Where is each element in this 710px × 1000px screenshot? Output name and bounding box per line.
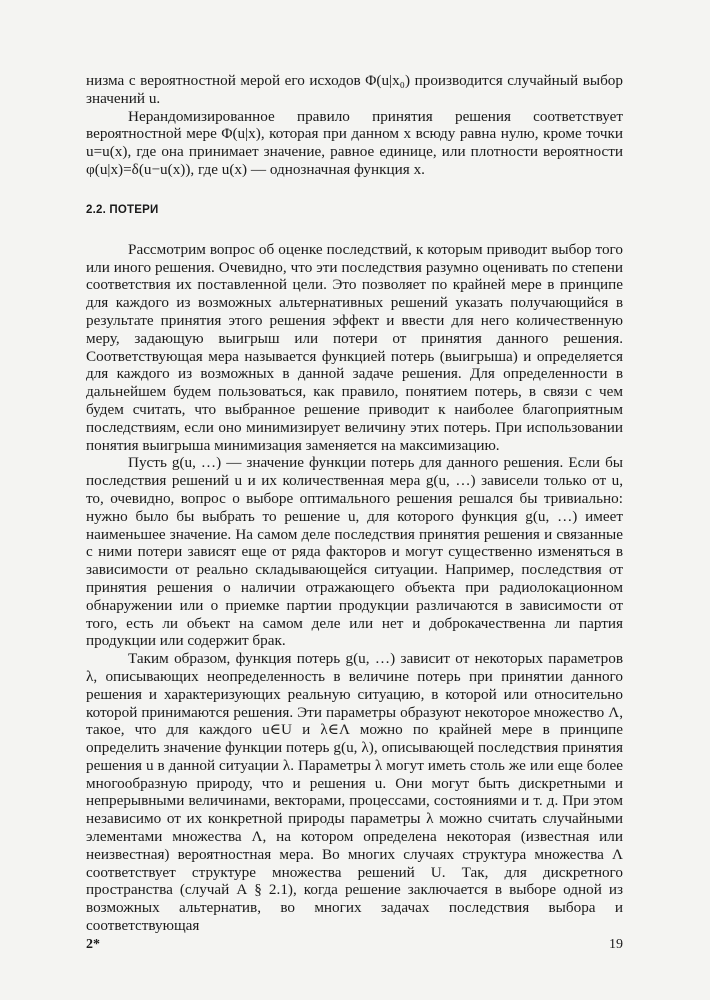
page-number: 19 xyxy=(609,937,623,952)
paragraph-loss-function: Пусть g(u, …) — значение функции потерь для данного решения. Если бы последствия решений u и их количественная мера g(u, …) зависели только от u, то, очевидно, вопрос о выборе оптимального решения решался бы тривиально: нужно было бы выбрать то решение u, для которого функция g(u, …) имеет наименьшее значение. На самом деле последствия принятия решения и связанные с ними потери зависят еще от ряда факторов и могут существенно изменяться в зависимости от реально складывающейся ситуации. Например, последствия от принятия решения о наличии отражающего объекта при радиолокационном обнаружении или о приемке партии продукции различаются в зависимости от того, есть ли объект на самом деле или нет и доброкачественна ли партия продукции или содержит брак. xyxy=(86,454,623,650)
paragraph-consequences: Рассмотрим вопрос об оценке последствий, к которым приводит выбор того или иного решения. Очевидно, что эти последствия разумно оценивать по степени соответствия их поставленной цели. Это позволяет по крайней мере в принципе для каждого из возможных альтернативных решений указать получающийся в результате принятия этого решения эффект и ввести для него количественную меру, задающую выигрыш или потери от принятия данного решения. Соответствующая мера называется функцией потерь (выигрыша) и определяется для каждого из возможных в данной задаче решения. Для определенности в дальнейшем будем пользоваться, как правило, понятием потерь, в связи с чем будем считать, что выбранное решение приводит к наиболее благоприятным последствиям, если оно минимизирует величину этих потерь. При использовании понятия выигрыша минимизация заменяется на максимизацию. xyxy=(86,240,623,454)
paragraph-continued: низма с вероятностной мерой его исходов Φ(u|x₀) производится случайный выбор значений u. xyxy=(86,72,623,107)
section-heading: 2.2. ПОТЕРИ xyxy=(86,203,159,216)
paragraph-parameters: Таким образом, функция потерь g(u, …) зависит от некоторых параметров λ, описывающих неопределенность в величине потерь при принятии данного решения и характеризующих реальную ситуацию, в которой или относительно которой принимаются решения. Эти параметры образуют некоторое множество Λ, такое, что для каждого u∈U и λ∈Λ можно по крайней мере в принципе определить значение функции потерь g(u, λ), описывающей последствия принятия решения u в данной ситуации λ. Параметры λ могут иметь столь же или еще более многообразную природу, что и решения u. Они могут быть дискретными и непрерывными величинами, векторами, процессами, состояниями и т. д. При этом независимо от их конкретной природы параметры λ можно считать случайными элементами множества Λ, на котором определена некоторая (известная или неизвестная) вероятностная мера. Во многих случаях структура множества Λ соответствует структуре множества решений U. Так, для дискретного пространства (случай А § 2.1), когда решение заключается в выборе одной из возможных альтернатив, во многих задачах последствия выбора и соответствующая xyxy=(86,650,623,935)
paragraph-nonrandomized-rule: Нерандомизированное правило принятия решения соответствует вероятностной мере Φ(u|x), которая при данном x всюду равна нулю, кроме точки u=u(x), где она принимает значение, равное единице, или плотности вероятности φ(u|x)=δ(u−u(x)), где u(x) — однозначная функция x. xyxy=(86,107,623,178)
page-footer xyxy=(86,937,623,953)
page-body xyxy=(86,72,623,935)
signature-mark: 2* xyxy=(86,937,100,952)
